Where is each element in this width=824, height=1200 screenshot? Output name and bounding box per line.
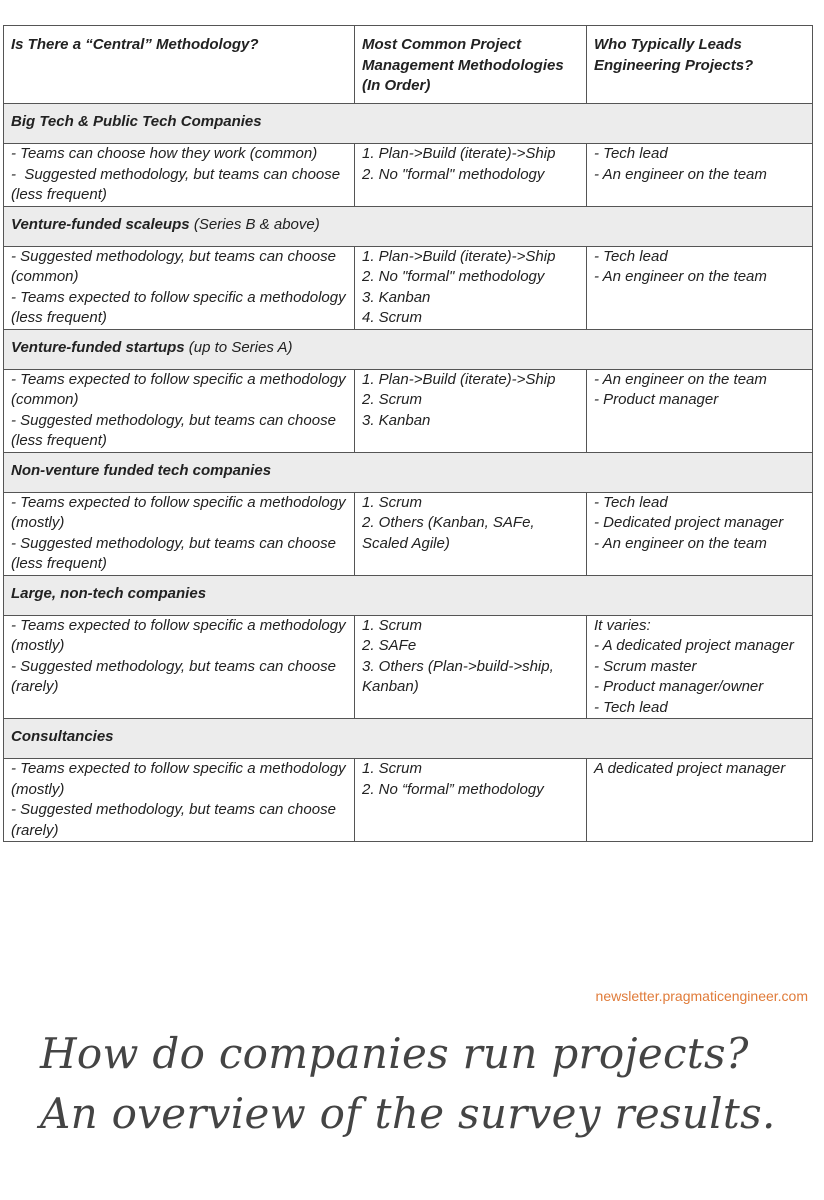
- section-cell: [4, 452, 813, 492]
- central-line: - Suggested methodology, but teams can choose (rarely): [11, 657, 341, 695]
- leads-cell: [587, 144, 813, 207]
- caption-line-1: How do companies run projects?: [40, 1029, 749, 1078]
- survey-table: [3, 25, 813, 842]
- caption: [40, 1024, 776, 1144]
- column-header-central: Is There a “Central” Methodology?: [4, 26, 355, 104]
- source-url: newsletter.pragmaticengineer.com: [595, 988, 808, 1004]
- central-line: - Teams expected to follow specific a methodology (mostly): [11, 493, 350, 531]
- leads-line: - A dedicated project manager: [594, 637, 794, 654]
- table-body: [4, 104, 813, 842]
- leads-line: - Tech lead: [594, 145, 668, 162]
- central-cell: [4, 144, 355, 207]
- central-cell: [4, 492, 355, 575]
- section-subtitle: (up to Series A): [188, 338, 293, 356]
- central-line: - Suggested methodology, but teams can choose (less frequent): [11, 411, 341, 449]
- leads-line: - Tech lead: [594, 698, 668, 716]
- caption-line-2: An overview of the survey results.: [40, 1089, 776, 1138]
- table-header-row: [4, 26, 813, 104]
- methodologies-line: 3. Kanban: [362, 288, 431, 306]
- section-cell: [4, 104, 813, 144]
- section-cell: [4, 575, 813, 615]
- methodologies-line: 4. Scrum: [362, 309, 423, 326]
- section-title: Consultancies: [11, 728, 114, 745]
- central-line: - Teams expected to follow specific a methodology (less frequent): [11, 288, 350, 326]
- methodologies-line: 2. Others (Kanban, SAFe, Scaled Agile): [362, 514, 539, 552]
- central-cell: [4, 615, 355, 719]
- central-line: - Teams expected to follow specific a methodology (mostly): [11, 616, 350, 654]
- methodologies-line: 2. No "formal" methodology: [362, 165, 545, 183]
- table-row: [4, 369, 813, 452]
- section-cell: [4, 329, 813, 369]
- methodologies-cell: [355, 246, 587, 329]
- methodologies-line: 2. Scrum: [362, 391, 423, 408]
- leads-line: - Scrum master: [594, 657, 697, 675]
- methodologies-cell: [355, 369, 587, 452]
- leads-line: - Tech lead: [594, 493, 668, 511]
- section-row: [4, 206, 813, 246]
- column-header-leads: Who Typically Leads Engineering Projects?: [587, 26, 813, 104]
- leads-line: - Dedicated project manager: [594, 514, 784, 531]
- leads-line: - An engineer on the team: [594, 370, 767, 388]
- table-row: [4, 144, 813, 207]
- methodologies-line: 1. Scrum: [362, 493, 423, 511]
- methodologies-line: 3. Others (Plan->build->ship, Kanban): [362, 657, 558, 695]
- section-row: [4, 452, 813, 492]
- table-row: [4, 759, 813, 842]
- section-title: Large, non-tech companies: [11, 584, 207, 602]
- column-header-methodologies: Most Common Project Management Methodologies (In Order): [355, 26, 587, 104]
- methodologies-line: 1. Scrum: [362, 760, 423, 777]
- section-cell: [4, 719, 813, 759]
- methodologies-line: 1. Plan->Build (iterate)->Ship: [362, 145, 556, 162]
- methodologies-line: 1. Plan->Build (iterate)->Ship: [362, 370, 556, 388]
- methodologies-cell: [355, 615, 587, 719]
- leads-line: - An engineer on the team: [594, 268, 767, 285]
- leads-line: - An engineer on the team: [594, 534, 767, 552]
- section-title: Non-venture funded tech companies: [11, 461, 272, 479]
- central-cell: [4, 246, 355, 329]
- leads-line: - Tech lead: [594, 247, 668, 265]
- central-line: - Teams can choose how they work (common): [11, 145, 318, 162]
- central-line: - Teams expected to follow specific a methodology (common): [11, 370, 350, 408]
- section-title: Big Tech & Public Tech Companies: [11, 113, 262, 130]
- leads-line: - Product manager: [594, 391, 719, 408]
- methodologies-cell: [355, 759, 587, 842]
- section-title: Venture-funded startups: [11, 338, 185, 356]
- leads-cell: [587, 759, 813, 842]
- methodologies-line: 1. Plan->Build (iterate)->Ship: [362, 247, 556, 265]
- methodologies-line: 3. Kanban: [362, 411, 431, 429]
- methodologies-cell: [355, 492, 587, 575]
- methodologies-line: 1. Scrum: [362, 616, 423, 634]
- section-title: Venture-funded scaleups: [11, 215, 190, 233]
- leads-line: - An engineer on the team: [594, 165, 767, 183]
- central-line: - Suggested methodology, but teams can choose (rarely): [11, 801, 341, 839]
- central-cell: [4, 759, 355, 842]
- section-row: [4, 104, 813, 144]
- leads-cell: [587, 369, 813, 452]
- central-line: - Teams expected to follow specific a methodology (mostly): [11, 760, 350, 798]
- leads-cell: [587, 615, 813, 719]
- leads-cell: [587, 246, 813, 329]
- central-line: - Suggested methodology, but teams can choose (less frequent): [11, 534, 341, 572]
- methodologies-line: 2. No “formal” methodology: [362, 780, 544, 798]
- central-line: - Suggested methodology, but teams can choose (less frequent): [11, 165, 345, 203]
- central-line: - Suggested methodology, but teams can choose (common): [11, 247, 341, 285]
- leads-line: - Product manager/owner: [594, 678, 764, 695]
- section-cell: [4, 206, 813, 246]
- leads-cell: [587, 492, 813, 575]
- table-row: [4, 246, 813, 329]
- leads-line: It varies:: [594, 616, 651, 634]
- section-row: [4, 575, 813, 615]
- section-row: [4, 719, 813, 759]
- table-row: [4, 615, 813, 719]
- methodologies-cell: [355, 144, 587, 207]
- methodologies-line: 2. No "formal" methodology: [362, 268, 545, 285]
- leads-line: A dedicated project manager: [594, 760, 786, 777]
- central-cell: [4, 369, 355, 452]
- section-row: [4, 329, 813, 369]
- table-row: [4, 492, 813, 575]
- methodologies-line: 2. SAFe: [362, 637, 417, 654]
- section-subtitle: (Series B & above): [193, 215, 320, 233]
